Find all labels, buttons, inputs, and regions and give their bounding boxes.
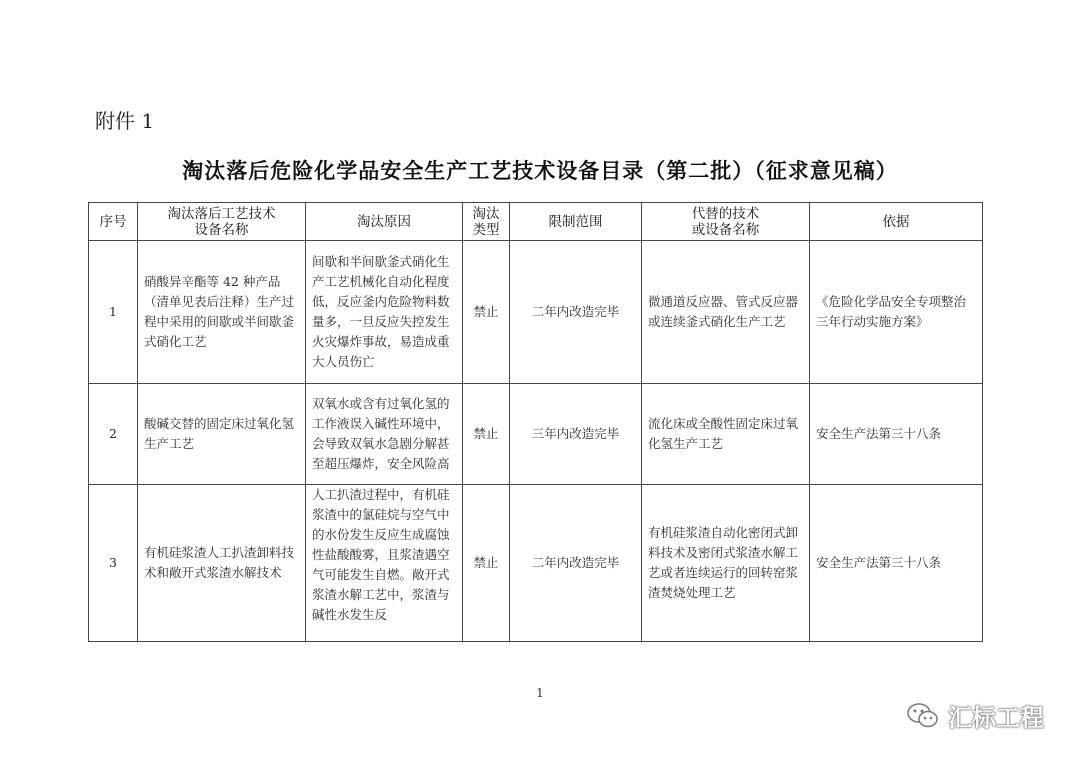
cell-basis: 安全生产法第三十八条 bbox=[810, 485, 983, 642]
document-title: 淘汰落后危险化学品安全生产工艺技术设备目录（第二批）（征求意见稿） bbox=[182, 159, 898, 183]
cell-alternative: 有机硅浆渣自动化密闭式卸料技术及密闭式浆渣水解工艺或者连续运行的回转窑浆渣焚烧处理工艺 bbox=[642, 485, 810, 642]
header-name: 淘汰落后工艺技术 设备名称 bbox=[138, 203, 306, 241]
header-reason: 淘汰原因 bbox=[306, 203, 463, 241]
attachment-label: 附件 1 bbox=[95, 109, 155, 133]
watermark-text: 汇标工程 bbox=[948, 704, 1044, 732]
wechat-icon bbox=[906, 702, 940, 730]
header-basis: 依据 bbox=[810, 203, 983, 241]
page-number: 1 bbox=[536, 686, 544, 700]
header-alternative: 代替的技术 或设备名称 bbox=[642, 203, 810, 241]
cell-type: 禁止 bbox=[463, 384, 510, 485]
catalog-table bbox=[88, 202, 983, 642]
cell-reason bbox=[306, 485, 463, 642]
watermark bbox=[906, 698, 1044, 733]
cell-name: 硝酸异辛酯等 42 种产品（清单见表后注释）生产过程中采用的间歇或半间歇釜式硝化工艺 bbox=[138, 241, 306, 384]
cell-basis: 安全生产法第三十八条 bbox=[810, 384, 983, 485]
table-row bbox=[89, 485, 983, 642]
cell-reason-text: 人工扒渣过程中，有机硅浆渣中的氯硅烷与空气中的水份发生反应生成腐蚀性盐酸酸雾，且浆渣遇空气可能发生自燃。敞开式浆渣水解工艺中，浆渣与碱性水发生反 bbox=[312, 487, 450, 622]
cell-type: 禁止 bbox=[463, 241, 510, 384]
cell-seq: 3 bbox=[89, 485, 138, 642]
cell-alternative: 微通道反应器、管式反应器或连续釜式硝化生产工艺 bbox=[642, 241, 810, 384]
cell-name: 有机硅浆渣人工扒渣卸料技术和敞开式浆渣水解技术 bbox=[138, 485, 306, 642]
table-header-row bbox=[89, 203, 983, 241]
cell-scope: 二年内改造完毕 bbox=[510, 485, 642, 642]
cell-alternative: 流化床或全酸性固定床过氧化氢生产工艺 bbox=[642, 384, 810, 485]
table-row bbox=[89, 384, 983, 485]
cell-name: 酸碱交替的固定床过氧化氢生产工艺 bbox=[138, 384, 306, 485]
cell-type: 禁止 bbox=[463, 485, 510, 642]
cell-scope: 二年内改造完毕 bbox=[510, 241, 642, 384]
header-type: 淘汰 类型 bbox=[463, 203, 510, 241]
header-scope: 限制范围 bbox=[510, 203, 642, 241]
cell-seq: 1 bbox=[89, 241, 138, 384]
cell-scope: 三年内改造完毕 bbox=[510, 384, 642, 485]
cell-basis: 《危险化学品安全专项整治三年行动实施方案》 bbox=[810, 241, 983, 384]
header-seq: 序号 bbox=[89, 203, 138, 241]
cell-seq: 2 bbox=[89, 384, 138, 485]
cell-reason: 双氧水或含有过氧化氢的工作液误入碱性环境中，会导致双氧水急剧分解甚至超压爆炸，安全风险高 bbox=[306, 384, 463, 485]
cell-reason: 间歇和半间歇釜式硝化生产工艺机械化自动化程度低，反应釜内危险物料数量多，一旦反应失控发生火灾爆炸事故，易造成重大人员伤亡 bbox=[306, 241, 463, 384]
table-row bbox=[89, 241, 983, 384]
